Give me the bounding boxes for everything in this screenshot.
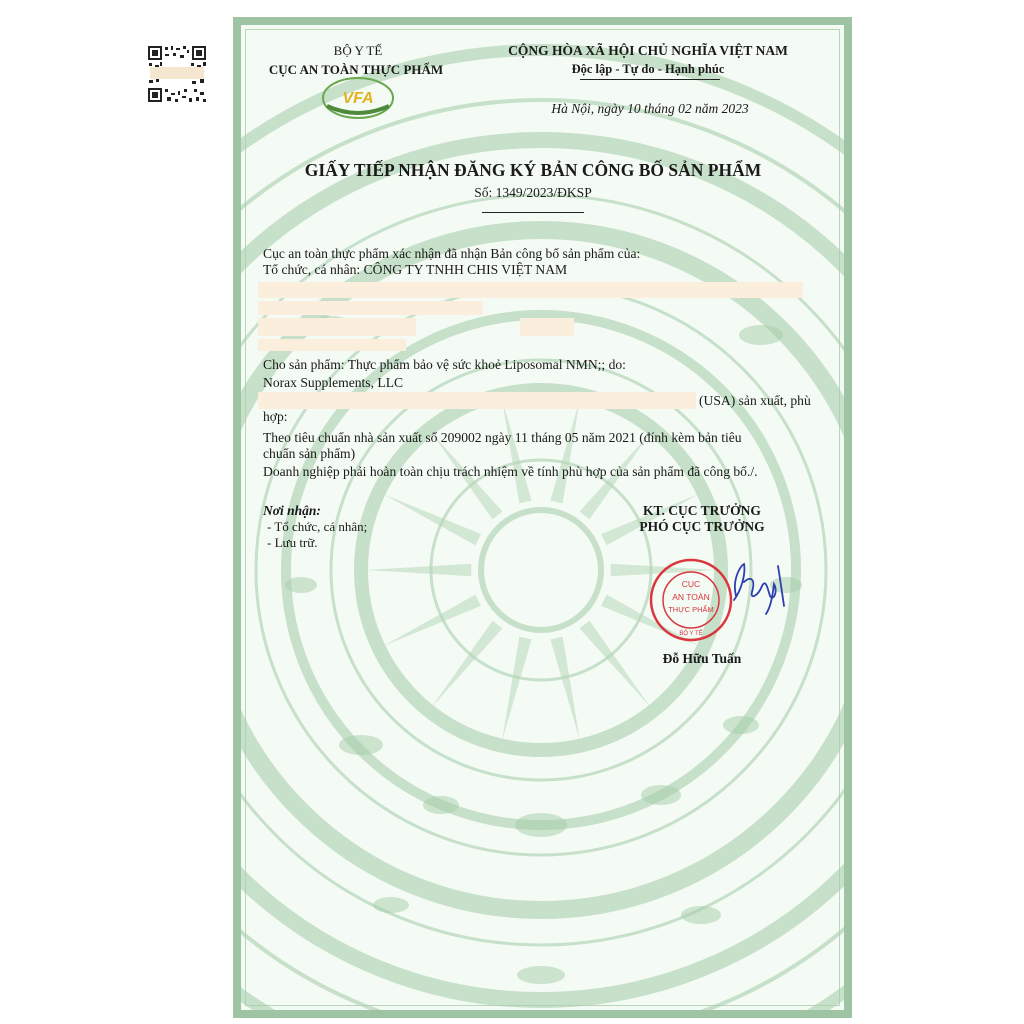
body-line-7: Theo tiêu chuẩn nhà sản xuất số 209002 ngày 11 tháng 05 năm 2021 (đính kèm bản tiêu: [263, 430, 742, 445]
recipient-item: - Tổ chức, cá nhân;: [267, 519, 368, 534]
redacted-manufacturer-address: [258, 392, 696, 409]
stamp-text-3: THỰC PHẨM: [668, 605, 714, 614]
redacted-address-4: [520, 318, 574, 336]
redacted-address-2: [258, 301, 483, 315]
country-name: CỘNG HÒA XÃ HỘI CHỦ NGHĨA VIỆT NAM: [508, 43, 788, 58]
drum-star-ray: [366, 564, 471, 577]
body-line-3: Cho sản phẩm: Thực phẩm bảo vệ sức khoẻ Liposomal NMN;; do:: [263, 357, 626, 372]
recipient-item: - Lưu trữ.: [267, 535, 318, 550]
drum-star-ray: [502, 637, 532, 741]
ministry-name: BỘ Y TẾ: [333, 43, 383, 58]
body-line-4: Norax Supplements, LLC: [263, 375, 404, 390]
recipients-heading: Nơi nhận:: [263, 503, 321, 518]
signatory-title-1: KT. CỤC TRƯỞNG: [643, 503, 761, 518]
drum-star-ray: [550, 637, 580, 741]
vfa-logo-text: VFA: [342, 90, 374, 107]
date-line: Hà Nội, ngày 10 tháng 02 năm 2023: [551, 101, 749, 116]
drum-star-ray: [550, 399, 580, 503]
redacted-address-5: [258, 339, 406, 351]
stamp-bottom-text: BỘ Y TẾ: [679, 631, 703, 637]
document-number: Số: 1349/2023/ĐKSP: [474, 185, 592, 200]
vfa-logo: [321, 76, 395, 120]
body-line-6: hợp:: [263, 409, 288, 424]
handwritten-signature: [722, 556, 794, 618]
department-name: CỤC AN TOÀN THỰC PHẨM: [268, 62, 444, 77]
stamp-text-1: CỤC: [681, 579, 701, 589]
body-line-2: Tổ chức, cá nhân: CÔNG TY TNHH CHIS VIỆT NAM: [263, 262, 568, 277]
redacted-address-1: [258, 282, 803, 298]
body-line-8: chuẩn sản phẩm): [263, 446, 356, 461]
document-title: GIẤY TIẾP NHẬN ĐĂNG KÝ BẢN CÔNG BỐ SẢN PHẨM: [304, 160, 762, 180]
national-motto: Độc lập - Tự do - Hạnh phúc: [571, 62, 725, 76]
qr-code: [147, 45, 207, 103]
body-line-1: Cục an toàn thực phẩm xác nhận đã nhận Bản công bố sản phẩm của:: [263, 246, 641, 261]
signatory-name: Đỗ Hữu Tuấn: [662, 651, 742, 666]
signatory-title-2: PHÓ CỤC TRƯỞNG: [639, 519, 765, 534]
body-line-5-tail: (USA) sản xuất, phù: [699, 393, 811, 408]
redacted-address-3: [258, 318, 416, 336]
drum-star-ray: [383, 494, 481, 545]
drum-star-ray: [383, 595, 481, 646]
motto-underline: [580, 79, 720, 80]
stamp-text-2: AN TOÀN: [672, 592, 710, 602]
body-line-9: Doanh nghiệp phải hoàn toàn chịu trách nhiệm về tính phù hợp của sản phẩm đã công bố./.: [263, 464, 758, 479]
drum-star-ray: [432, 621, 503, 707]
drum-star-ray: [502, 399, 532, 503]
title-underline: [482, 212, 584, 213]
